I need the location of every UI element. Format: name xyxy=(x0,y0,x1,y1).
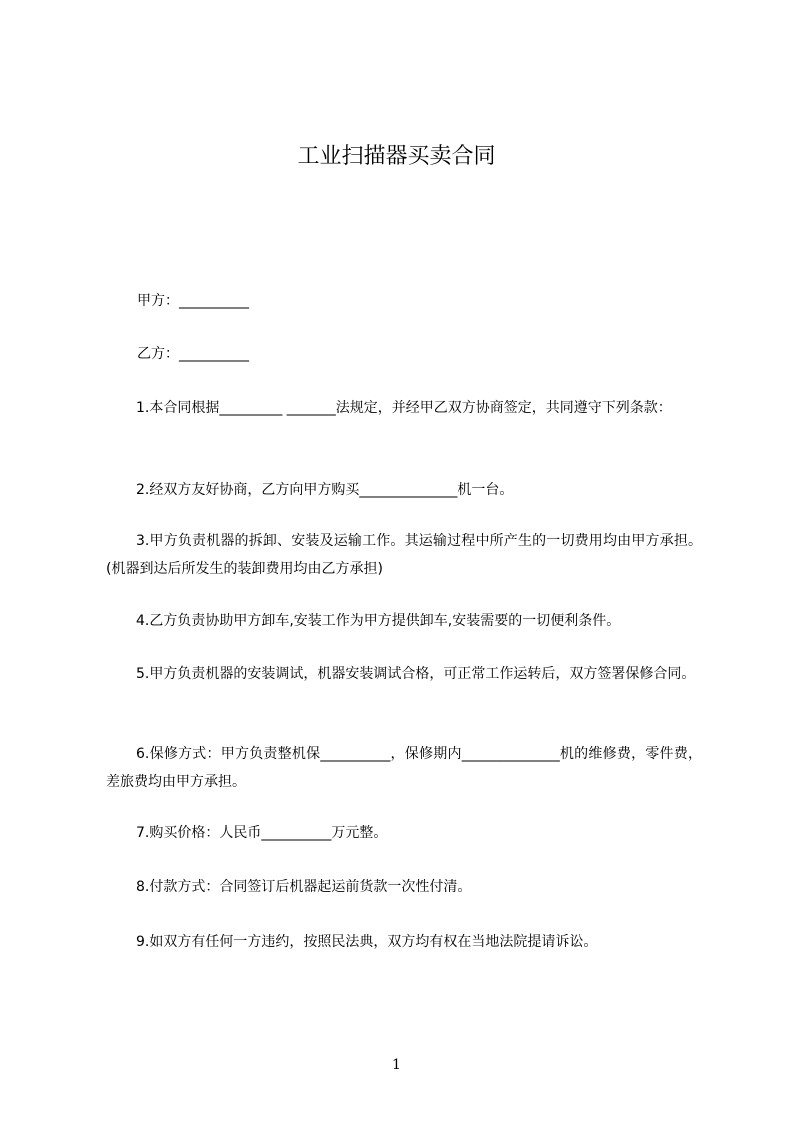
clause-8: 8.付款方式：合同签订后机器起运前货款一次性付清。 xyxy=(136,879,472,895)
clause-3: 3.甲方负责机器的拆卸、安装及运输工作。其运输过程中所产生的一切费用均由甲方承担。(机器到达后所发生的装卸费用均由乙方承担) xyxy=(106,533,702,577)
clause-7: 7.购买价格：人民币__________万元整。 xyxy=(136,825,388,841)
clause-1: 1.本合同根据_________ _______法规定，并经甲乙双方协商签定，共同遵守下列条款： xyxy=(136,400,672,416)
clause-9: 9.如双方有任何一方违约，按照民法典，双方均有权在当地法院提请诉讼。 xyxy=(136,934,598,950)
party-a-line: 甲方：__________ xyxy=(137,293,249,309)
clause-5: 5.甲方负责机器的安装调试，机器安装调试合格，可正常工作运转后，双方签署保修合同。 xyxy=(136,666,696,682)
clause-2: 2.经双方友好协商，乙方向甲方购买______________机一台。 xyxy=(136,482,514,498)
clause-6: 6.保修方式：甲方负责整机保__________，保修期内______________机的维修费，零件费，差旅费均由甲方承担。 xyxy=(106,746,702,790)
page-number: 1 xyxy=(392,1057,401,1073)
document-title: 工业扫描器买卖合同 xyxy=(297,144,496,169)
clause-4: 4.乙方负责协助甲方卸车,安装工作为甲方提供卸车,安装需要的一切便利条件。 xyxy=(136,613,621,629)
party-b-line: 乙方：__________ xyxy=(137,346,249,362)
